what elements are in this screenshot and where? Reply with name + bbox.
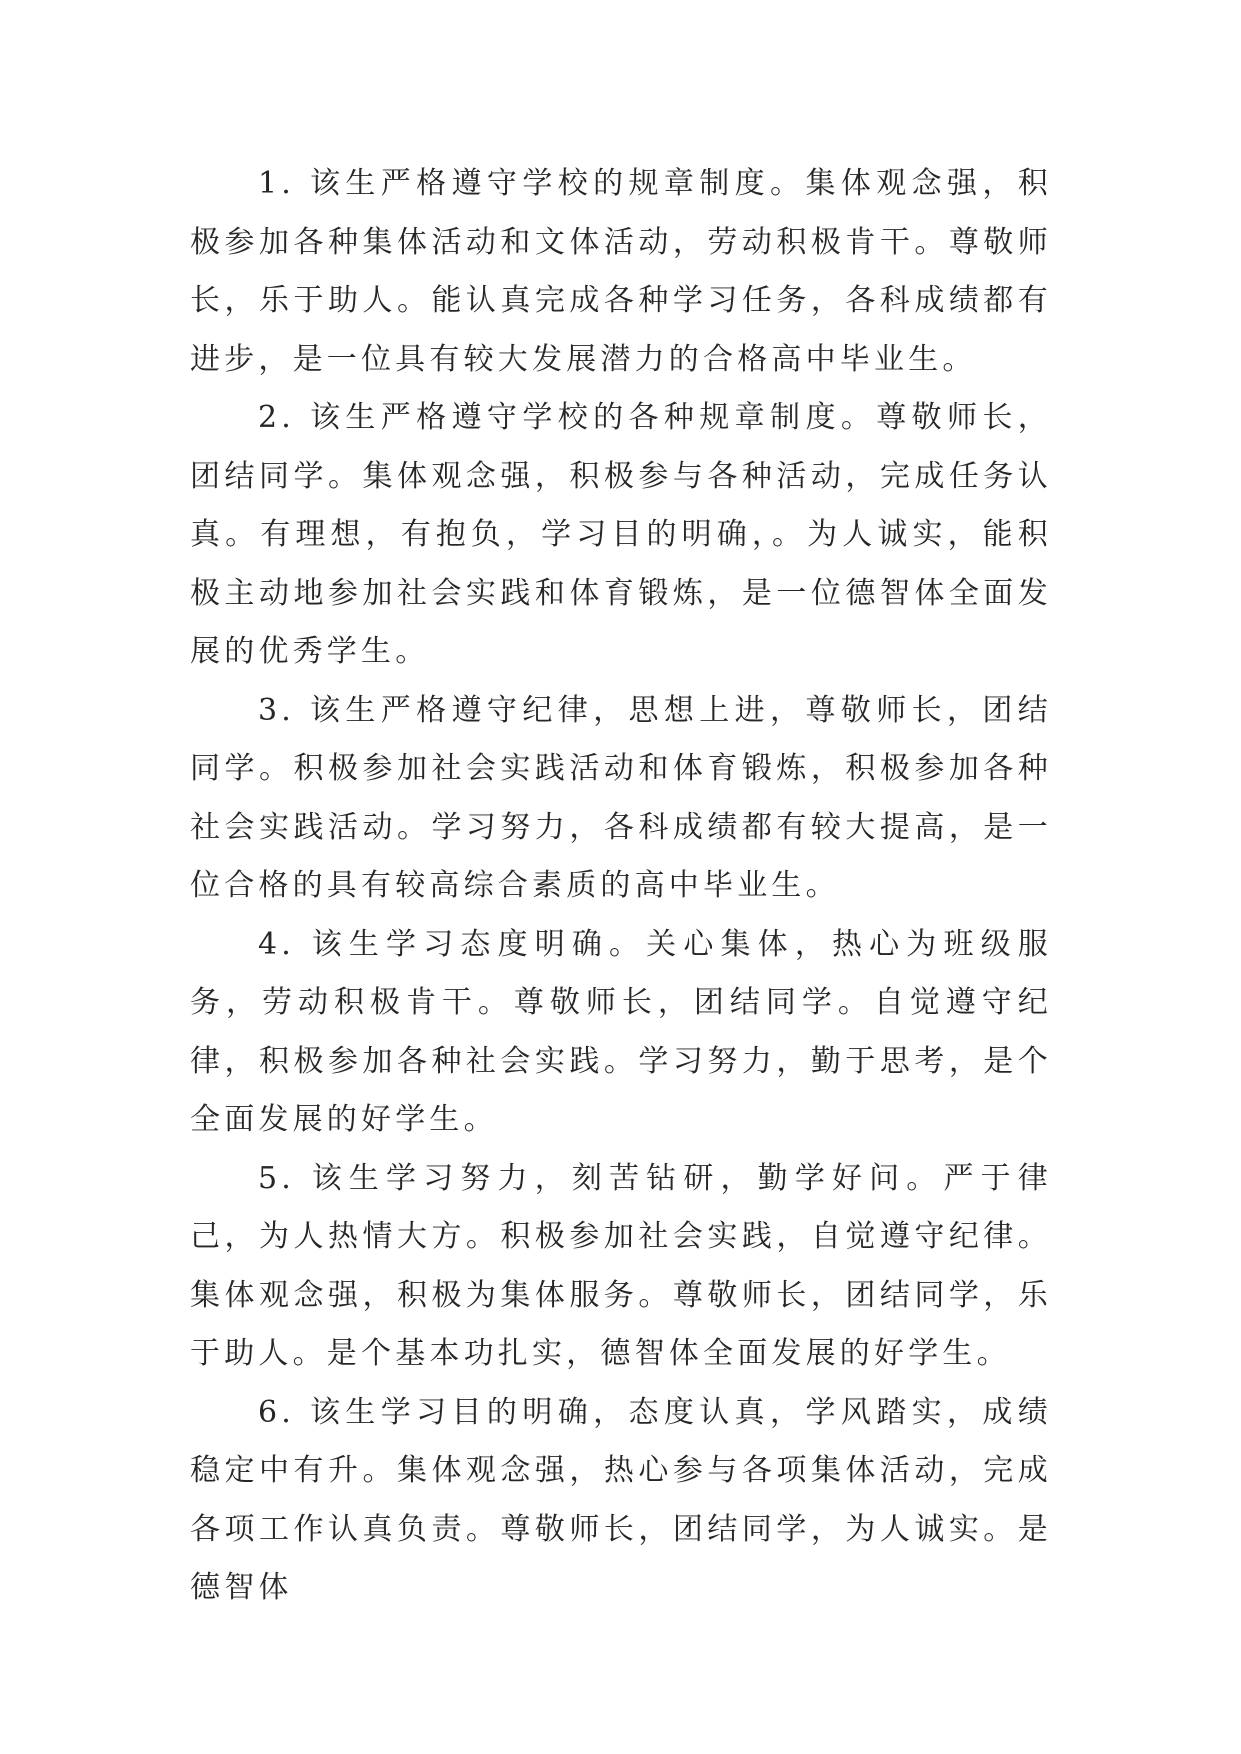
paragraph-number: 1. — [258, 166, 296, 201]
paragraph-number: 5. — [258, 1160, 296, 1196]
paragraph-text: 该生严格遵守纪律，思想上进，尊敬师长，团结同学。积极参加社会实践活动和体育锻炼，积极参加各种社会实践活动。学习努力，各科成绩都有较大提高，是一位合格的具有较高综合素质的高中毕业生。 — [190, 692, 1052, 903]
paragraph-number: 3. — [258, 692, 296, 728]
paragraph-4 — [190, 916, 1052, 1150]
paragraph-text: 该生严格遵守学校的各种规章制度。尊敬师长，团结同学。集体观念强，积极参与各种活动，完成任务认真。有理想，有抱负，学习目的明确，。为人诚实，能积极主动地参加社会实践和体育锻炼，是一位德智体全面发展的优秀学生。 — [190, 400, 1052, 669]
paragraph-1 — [190, 155, 1052, 389]
paragraph-number: 2. — [258, 400, 296, 435]
paragraph-number: 4. — [258, 926, 296, 962]
paragraph-text: 该生严格遵守学校的规章制度。集体观念强，积极参加各种集体活动和文体活动，劳动积极肯干。尊敬师长，乐于助人。能认真完成各种学习任务，各科成绩都有进步，是一位具有较大发展潜力的合格高中毕业生。 — [190, 166, 1052, 377]
paragraph-text: 该生学习努力，刻苦钻研，勤学好问。严于律己，为人热情大方。积极参加社会实践，自觉遵守纪律。集体观念强，积极为集体服务。尊敬师长，团结同学，乐于助人。是个基本功扎实，德智体全面发展的好学生。 — [190, 1160, 1052, 1371]
paragraph-2 — [190, 389, 1052, 682]
paragraph-3 — [190, 682, 1052, 916]
document-body — [190, 155, 1052, 1618]
paragraph-5 — [190, 1150, 1052, 1384]
paragraph-text: 该生学习态度明确。关心集体，热心为班级服务，劳动积极肯干。尊敬师长，团结同学。自觉遵守纪律，积极参加各种社会实践。学习努力，勤于思考，是个全面发展的好学生。 — [190, 926, 1052, 1137]
paragraph-6 — [190, 1384, 1052, 1618]
paragraph-text: 该生学习目的明确，态度认真，学风踏实，成绩稳定中有升。集体观念强，热心参与各项集体活动，完成各项工作认真负责。尊敬师长，团结同学，为人诚实。是德智体 — [190, 1394, 1052, 1605]
paragraph-number: 6. — [258, 1394, 296, 1430]
